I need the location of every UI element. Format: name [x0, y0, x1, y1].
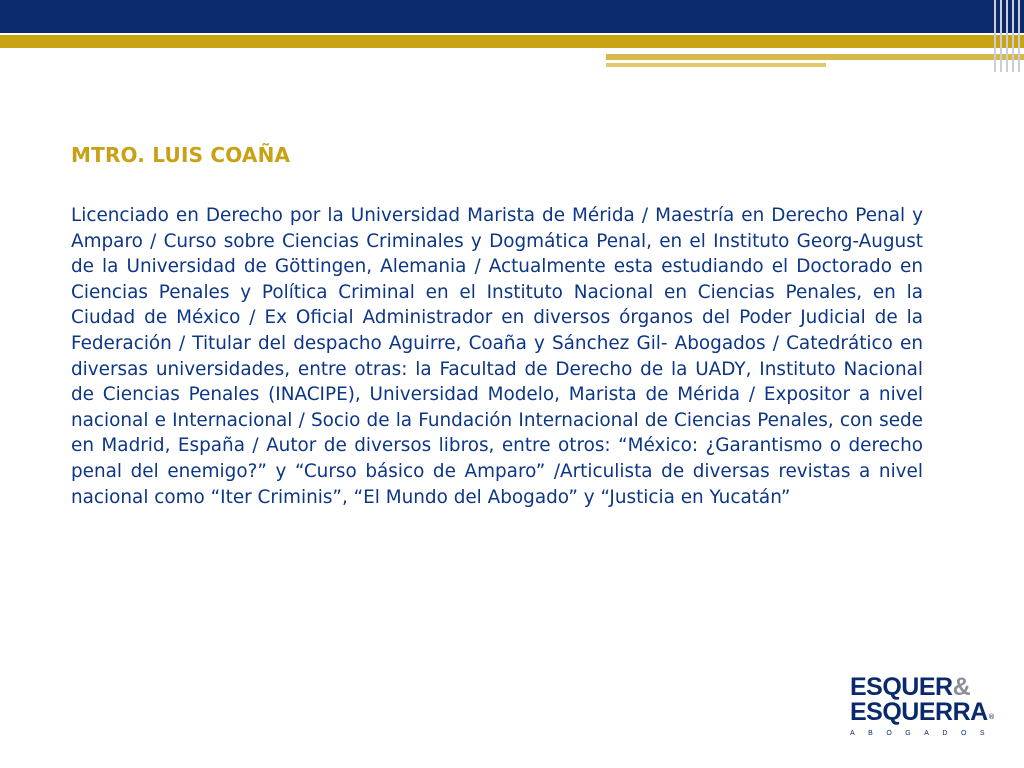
logo-line-1: ESQUER&	[850, 673, 971, 701]
header-band	[0, 0, 1024, 33]
company-logo	[850, 675, 1000, 745]
slide-body: Licenciado en Derecho por la Universidad Marista de Mérida / Maestría en Derecho Penal y Amparo / Curso sobre Ciencias Criminales y Dogmática Penal, en el Instituto Georg-August de la Universidad de Göttingen, Alemania / Actualmente esta estudiando el Doctorado en Ciencias Penales y Política Criminal en el Instituto Nacional en Ciencias Penales, en la Ciudad de México / Ex Oficial Administrador en diversos órganos del Poder Judicial de la Federación / Titular del despacho Aguirre, Coaña y Sánchez Gil- Abogados / Catedrático en diversas universidades, entre otras: la Facultad de Derecho de la UADY, Instituto Nacional de Ciencias Penales (INACIPE), Universidad Modelo, Marista de Mérida / Expositor a nivel nacional e Internacional / Socio de la Fundación Internacional de Ciencias Penales, con sede en Madrid, España / Autor de diversos libros, entre otros: “México: ¿Garantismo o derecho penal del enemigo?” y “Curso básico de Amparo” /Articulista de diversas revistas a nivel nacional como “Iter Criminis”, “El Mundo del Abogado” y “Justicia en Yucatán”	[71, 205, 923, 508]
logo-registered-mark: ®	[988, 713, 995, 721]
logo-tagline: ABOGADOS	[850, 730, 999, 737]
logo-line-2: ESQUERRA	[850, 698, 988, 726]
gold-stripe-accent-small	[606, 63, 826, 67]
slide-title: MTRO. LUIS COAÑA	[71, 143, 291, 167]
gold-stripe	[0, 35, 1024, 48]
decorative-edge-lines	[990, 0, 1024, 72]
gold-stripe-accent	[606, 54, 1024, 60]
